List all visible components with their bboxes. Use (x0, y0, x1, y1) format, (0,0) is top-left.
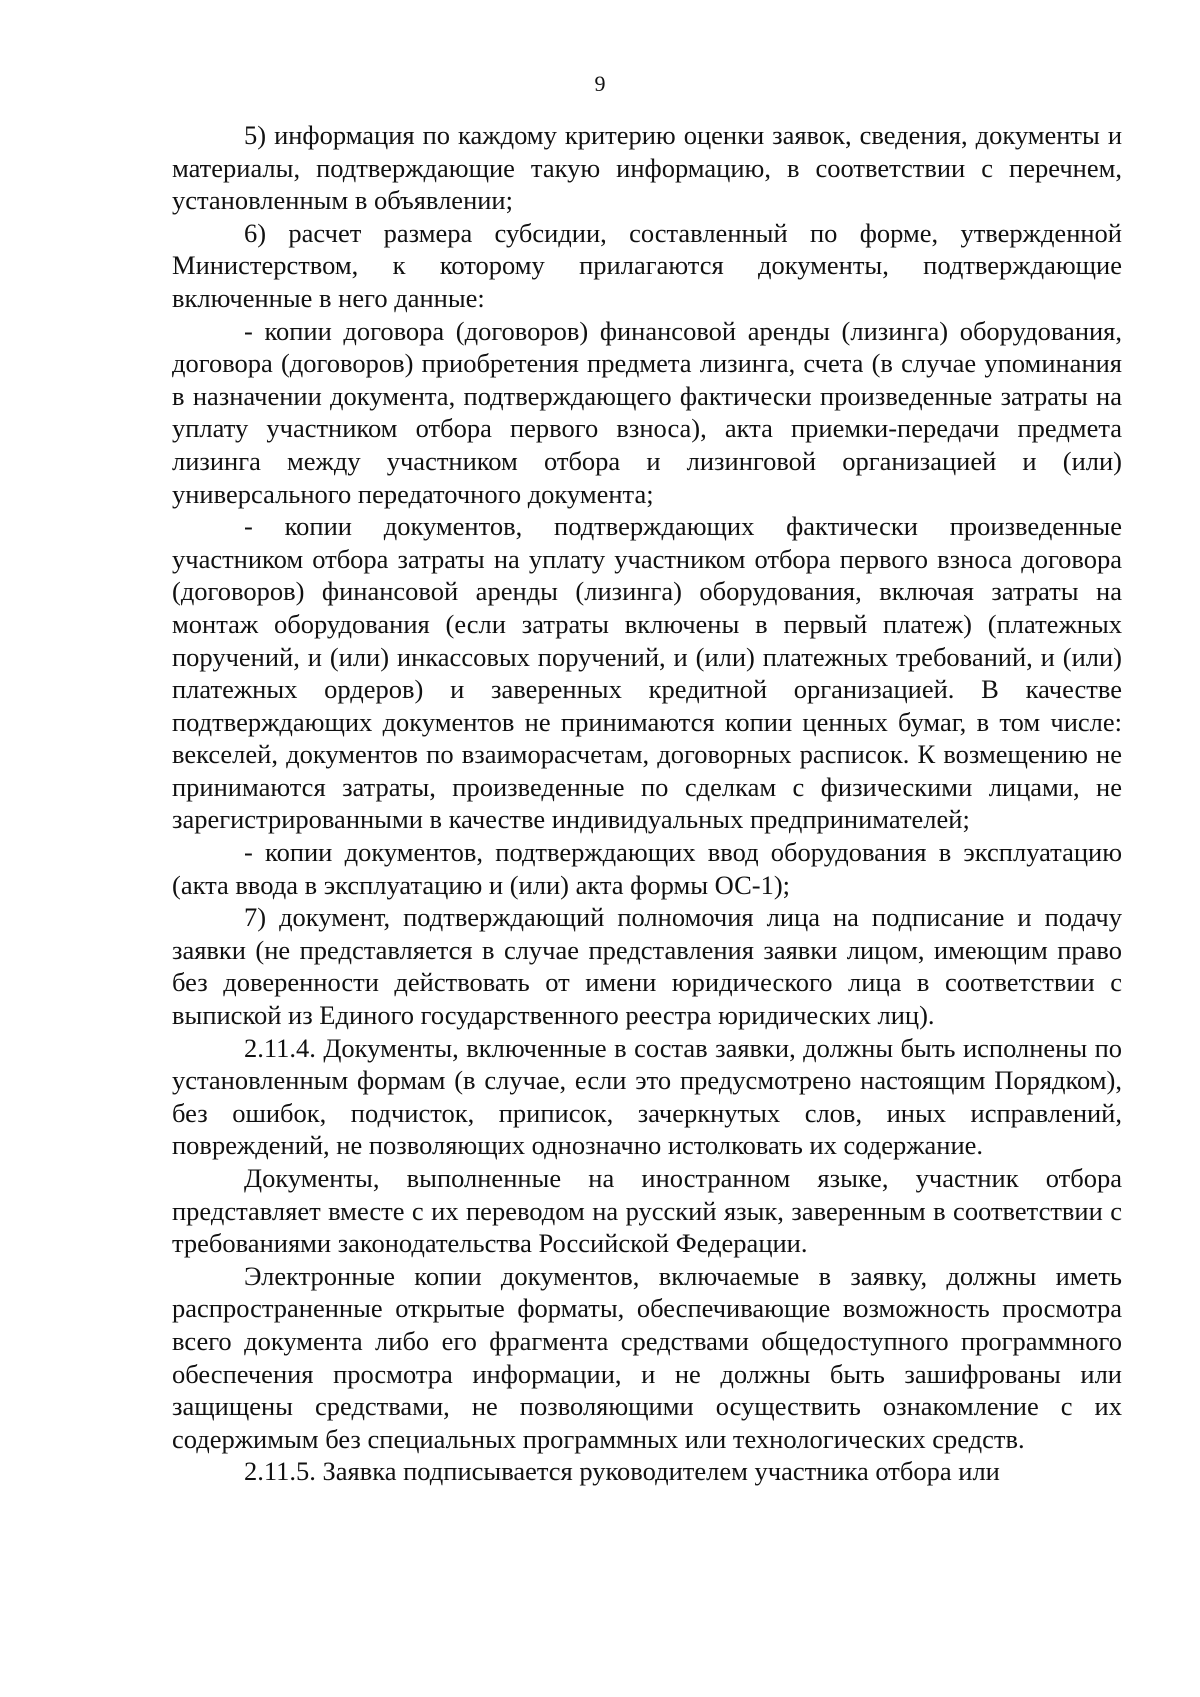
paragraph-2-11-5: 2.11.5. Заявка подписывается руководителем участника отбора или (244, 1456, 1000, 1487)
paragraph-payment-documents: - копии документов, подтверждающих фактически произведенные участником отбора затраты на уплату участником отбора первого взноса договора (договоров) финансовой аренды (лизинга) оборудования, включая затраты на монтаж оборудования (если затраты включены в первый платеж) (платежных поручений, и (или) инкассовых поручений, и (или) платежных требований, и (или) платежных ордеров) и заверенных кредитной организацией. В качестве подтверждающих документов не принимаются копии ценных бумаг, в том числе: векселей, документов по взаиморасчетам, договорных расписок. К возмещению не принимаются затраты, произведенные по сделкам с физическими лицами, не зарегистрированными в качестве индивидуальных предпринимателей; (172, 511, 1122, 835)
paragraph-item-6: 6) расчет размера субсидии, составленный по форме, утвержденной Министерством, к которому прилагаются документы, подтверждающие включенные в него данные: (172, 217, 1122, 313)
paragraph-item-7: 7) документ, подтверждающий полномочия лица на подписание и подачу заявки (не представляется в случае представления заявки лицом, имеющим право без доверенности действовать от имени юридического лица в соответствии с выпиской из Единого государственного реестра юридических лиц). (172, 902, 1122, 1031)
paragraph-2-11-4: 2.11.4. Документы, включенные в состав заявки, должны быть исполнены по установленным формам (в случае, если это предусмотрено настоящим Порядком), без ошибок, подчисток, приписок, зачеркнутых слов, иных исправлений, повреждений, не позволяющих однозначно истолковать их содержание. (172, 1032, 1122, 1161)
paragraph-lease-contract-copies: - копии договора (договоров) финансовой аренды (лизинга) оборудования, договора (договоров) приобретения предмета лизинга, счета (в случае упоминания в назначении документа, подтверждающего фактически произведенные затраты на уплату участником отбора первого взноса), акта приемки-передачи предмета лизинга между участником отбора и лизинговой организацией и (или) универсального передаточного документа; (172, 315, 1122, 509)
paragraph-item-5: 5) информация по каждому критерию оценки заявок, сведения, документы и материалы, подтверждающие такую информацию, в соответствии с перечнем, установленным в объявлении; (172, 120, 1122, 216)
paragraph-commissioning-documents: - копии документов, подтверждающих ввод оборудования в эксплуатацию (акта ввода в эксплуатацию и (или) акта формы ОС-1); (172, 837, 1122, 900)
paragraph-foreign-language: Документы, выполненные на иностранном языке, участник отбора представляет вместе с их переводом на русский язык, заверенным в соответствии с требованиями законодательства Российской Федерации. (172, 1163, 1122, 1259)
page-number: 9 (594, 71, 606, 96)
paragraph-electronic-copies: Электронные копии документов, включаемые в заявку, должны иметь распространенные открытые форматы, обеспечивающие возможность просмотра всего документа либо его фрагмента средствами общедоступного программного обеспечения просмотра информации, и не должны быть зашифрованы или защищены средствами, не позволяющими осуществить ознакомление с их содержимым без специальных программных или технологических средств. (172, 1260, 1122, 1454)
document-body (172, 119, 1122, 1488)
